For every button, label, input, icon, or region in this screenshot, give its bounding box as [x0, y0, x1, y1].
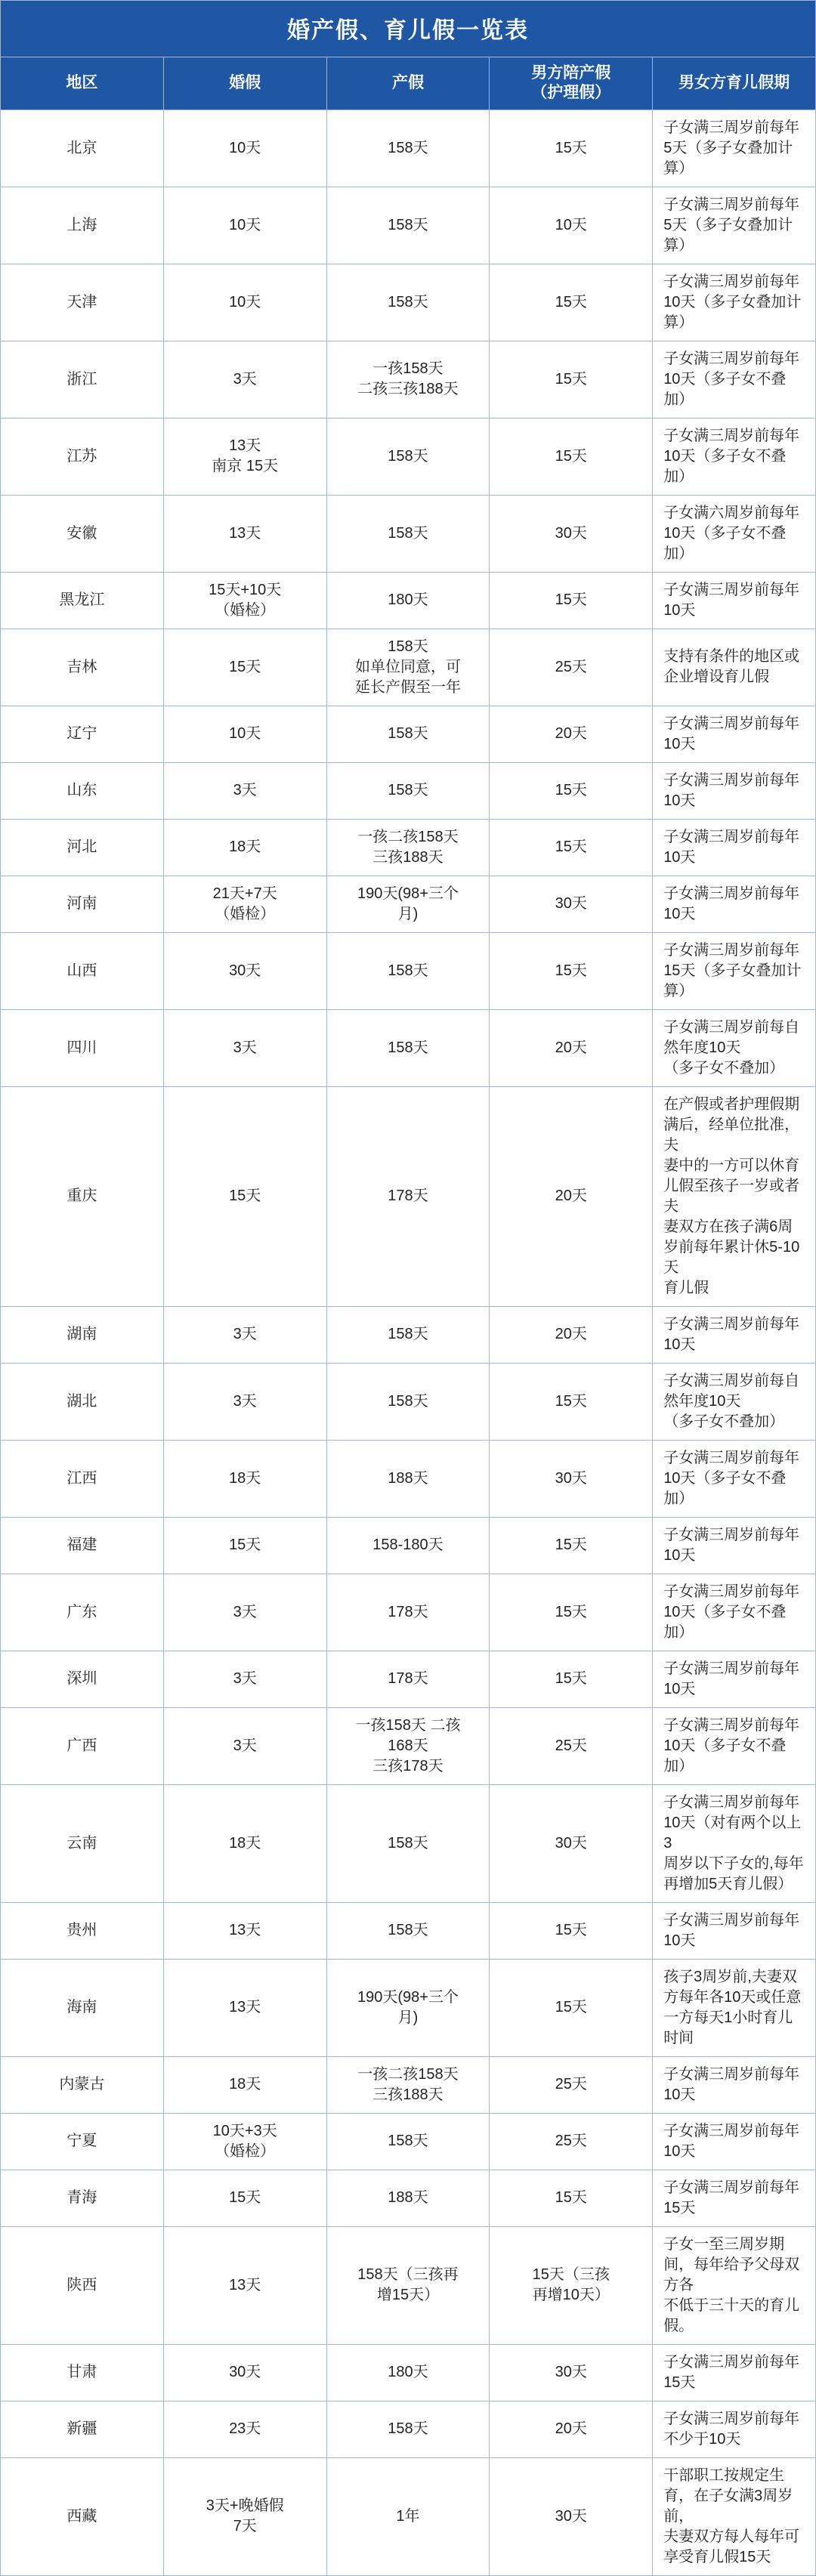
column-header-parenting-leave: 男女方育儿假期 [653, 57, 816, 110]
table-row [1, 1517, 816, 1574]
cell-maternity-leave [326, 1959, 490, 2056]
cell-region: 四川 [1, 1009, 164, 1086]
cell-lines [167, 580, 323, 621]
table-row [1, 1009, 816, 1086]
cell-region: 内蒙古 [1, 2056, 164, 2113]
cell-region: 浙江 [1, 341, 164, 418]
cell-line: （婚检） [215, 601, 276, 619]
cell-paternity-leave: 30天 [490, 1784, 653, 1902]
cell-line: 13天 [229, 437, 261, 454]
table-row [1, 495, 816, 572]
cell-lines [663, 1793, 808, 1895]
cell-marriage-leave: 15天 [163, 2170, 326, 2226]
cell-maternity-leave: 158天 [326, 932, 490, 1009]
cell-parenting-leave: 子女满三周岁前每年10天（多子女不叠加） [653, 418, 816, 495]
cell-line: （婚检） [215, 905, 276, 922]
cell-parenting-leave: 子女满三周岁前每年10天 [653, 762, 816, 819]
cell-parenting-leave: 子女满三周岁前每年10天 [653, 2113, 816, 2170]
cell-paternity-leave: 15天 [490, 819, 653, 876]
cell-paternity-leave: 20天 [490, 1306, 653, 1363]
cell-maternity-leave [326, 2226, 490, 2344]
cell-region: 湖北 [1, 1363, 164, 1440]
cell-lines [330, 827, 487, 868]
cell-line: 子女一至三周岁期间，每年给予父母双方各 [663, 2235, 800, 2293]
cell-marriage-leave: 18天 [163, 1440, 326, 1517]
cell-marriage-leave [163, 572, 326, 629]
cell-lines [663, 2466, 808, 2568]
cell-marriage-leave: 30天 [163, 2344, 326, 2401]
cell-lines [330, 2065, 487, 2105]
cell-region: 辽宁 [1, 706, 164, 762]
cell-lines [167, 2496, 323, 2537]
cell-paternity-leave: 20天 [490, 2401, 653, 2457]
cell-region: 上海 [1, 187, 164, 264]
column-header-paternity-line2: （护理假） [531, 84, 611, 102]
table-row [1, 418, 816, 495]
cell-line: 158天 [388, 638, 428, 655]
cell-region: 北京 [1, 110, 164, 187]
cell-region: 湖南 [1, 1306, 164, 1363]
cell-paternity-leave: 15天 [490, 1363, 653, 1440]
column-header-paternity-line1: 男方陪产假 [531, 64, 611, 82]
cell-maternity-leave [326, 2056, 490, 2113]
column-header-maternity-leave: 产假 [326, 57, 490, 110]
cell-region: 贵州 [1, 1902, 164, 1959]
cell-parenting-leave [653, 1086, 816, 1306]
cell-line: 育儿假 [663, 1279, 709, 1296]
cell-line: 再增10天） [532, 2287, 610, 2303]
cell-region: 河南 [1, 876, 164, 932]
cell-lines [330, 2265, 487, 2306]
cell-maternity-leave: 158天 [326, 418, 490, 495]
table-row [1, 1440, 816, 1517]
cell-region: 甘肃 [1, 2344, 164, 2401]
cell-maternity-leave: 188天 [326, 1440, 490, 1517]
cell-paternity-leave: 20天 [490, 1009, 653, 1086]
cell-maternity-leave: 188天 [326, 2170, 490, 2226]
cell-line: 孩子3周岁前,夫妻双方每年各10天或任意 [663, 1968, 802, 2006]
cell-line: 3天+晚婚假 [206, 2497, 284, 2514]
cell-line: 南京 15天 [212, 458, 279, 474]
cell-marriage-leave: 3天 [163, 1306, 326, 1363]
cell-maternity-leave: 158天 [326, 2113, 490, 2170]
cell-paternity-leave: 15天 [490, 110, 653, 187]
cell-line: 158天（三孩再 [357, 2266, 459, 2283]
cell-region: 新疆 [1, 2401, 164, 2457]
cell-lines [663, 1371, 808, 1432]
cell-maternity-leave: 1年 [326, 2457, 490, 2575]
cell-line: 如单位同意，可 [354, 658, 461, 675]
cell-parenting-leave: 子女满三周岁前每年10天 [653, 1306, 816, 1363]
cell-parenting-leave: 支持有条件的地区或企业增设育儿假 [653, 629, 816, 706]
table-row [1, 876, 816, 932]
cell-line: 妻中的一方可以休育儿假至孩子一岁或者夫 [663, 1157, 800, 1215]
table-row [1, 110, 816, 187]
cell-marriage-leave [163, 418, 326, 495]
cell-marriage-leave: 15天 [163, 629, 326, 706]
cell-maternity-leave: 158天 [326, 706, 490, 762]
cell-maternity-leave: 158天 [326, 264, 490, 341]
cell-maternity-leave: 158天 [326, 495, 490, 572]
cell-paternity-leave: 15天 [490, 264, 653, 341]
cell-parenting-leave: 子女满三周岁前每年5天（多子女叠加计算） [653, 110, 816, 187]
cell-marriage-leave: 3天 [163, 1363, 326, 1440]
cell-line: 一孩二孩158天 [357, 828, 459, 845]
column-header-region: 地区 [1, 57, 164, 110]
cell-line: 干部职工按规定生育，在子女满3周岁前， [663, 2466, 793, 2525]
cell-lines [167, 884, 323, 925]
cell-parenting-leave [653, 1959, 816, 2056]
cell-parenting-leave: 子女满三周岁前每年10天 [653, 706, 816, 762]
table-row [1, 706, 816, 762]
cell-marriage-leave: 3天 [163, 1707, 326, 1784]
cell-line: （多子女不叠加） [663, 1059, 785, 1076]
cell-marriage-leave: 15天 [163, 1517, 326, 1574]
cell-parenting-leave: 子女满三周岁前每年10天 [653, 1902, 816, 1959]
cell-line: 在产假或者护理假期满后，经单位批准，夫 [663, 1095, 800, 1154]
table-row [1, 264, 816, 341]
table-row [1, 2401, 816, 2457]
cell-line: （多子女不叠加） [663, 1413, 785, 1430]
cell-line: 二孩三孩188天 [357, 381, 459, 397]
cell-marriage-leave [163, 876, 326, 932]
cell-maternity-leave: 178天 [326, 1651, 490, 1707]
cell-line: 一孩158天 二孩 [355, 1716, 461, 1734]
cell-marriage-leave: 3天 [163, 762, 326, 819]
cell-parenting-leave [653, 1009, 816, 1086]
table-row [1, 762, 816, 819]
table-row [1, 2344, 816, 2401]
cell-maternity-leave: 180天 [326, 572, 490, 629]
cell-line: 子女满三周岁前每自然年度10天 [663, 1372, 800, 1410]
cell-line: 妻双方在孩子满6周岁前每年累计休5-10天 [663, 1218, 800, 1276]
table-row [1, 1651, 816, 1707]
cell-paternity-leave: 15天 [490, 572, 653, 629]
cell-parenting-leave: 子女满三周岁前每年15天 [653, 2170, 816, 2226]
cell-region: 吉林 [1, 629, 164, 706]
table-body [1, 110, 816, 2575]
cell-marriage-leave: 23天 [163, 2401, 326, 2457]
column-header-paternity-leave [490, 57, 653, 110]
cell-parenting-leave: 子女满三周岁前每年10天 [653, 819, 816, 876]
cell-maternity-leave [326, 1707, 490, 1784]
cell-paternity-leave: 25天 [490, 1707, 653, 1784]
cell-parenting-leave: 子女满三周岁前每年10天（多子女不叠加） [653, 1440, 816, 1517]
table-row [1, 187, 816, 264]
cell-maternity-leave: 158天 [326, 1784, 490, 1902]
cell-line: 三孩178天 [372, 1757, 444, 1774]
cell-parenting-leave [653, 2226, 816, 2344]
cell-parenting-leave [653, 1363, 816, 1440]
cell-parenting-leave: 子女满三周岁前每年10天 [653, 1517, 816, 1574]
cell-marriage-leave [163, 2457, 326, 2575]
cell-region: 山西 [1, 932, 164, 1009]
cell-paternity-leave: 20天 [490, 706, 653, 762]
cell-marriage-leave: 3天 [163, 1651, 326, 1707]
cell-marriage-leave [163, 2113, 326, 2170]
cell-parenting-leave: 子女满三周岁前每年不少于10天 [653, 2401, 816, 2457]
table-row [1, 2170, 816, 2226]
cell-line: 一孩二孩158天 [357, 2065, 459, 2083]
table-row [1, 1707, 816, 1784]
cell-marriage-leave: 13天 [163, 495, 326, 572]
cell-marriage-leave: 30天 [163, 932, 326, 1009]
cell-line: 子女满三周岁前每自然年度10天 [663, 1018, 800, 1056]
cell-parenting-leave: 子女满三周岁前每年10天（多子女不叠加） [653, 1574, 816, 1651]
cell-region: 河北 [1, 819, 164, 876]
cell-line: 增15天） [376, 2287, 440, 2303]
cell-marriage-leave: 3天 [163, 341, 326, 418]
cell-marriage-leave: 18天 [163, 2056, 326, 2113]
table-row [1, 572, 816, 629]
cell-marriage-leave: 13天 [163, 1959, 326, 2056]
cell-region: 江苏 [1, 418, 164, 495]
cell-paternity-leave: 15天 [490, 932, 653, 1009]
cell-line: 15天（三孩 [532, 2266, 610, 2283]
table-row [1, 819, 816, 876]
cell-lines [167, 2121, 323, 2162]
cell-region: 深圳 [1, 1651, 164, 1707]
cell-region: 云南 [1, 1784, 164, 1902]
cell-paternity-leave: 15天 [490, 1574, 653, 1651]
table-row [1, 932, 816, 1009]
cell-line: （婚检） [215, 2142, 276, 2160]
cell-line: 夫妻双方每人每年可享受育儿假15天 [663, 2528, 800, 2565]
cell-paternity-leave: 30天 [490, 495, 653, 572]
cell-maternity-leave: 158-180天 [326, 1517, 490, 1574]
cell-paternity-leave: 30天 [490, 2457, 653, 2575]
cell-paternity-leave [490, 2226, 653, 2344]
cell-paternity-leave: 15天 [490, 1902, 653, 1959]
cell-line: 三孩188天 [372, 848, 444, 866]
cell-paternity-leave: 15天 [490, 762, 653, 819]
cell-line: 周岁以下子女的,每年再增加5天育儿假） [663, 1855, 804, 1892]
cell-line: 月) [397, 2009, 419, 2026]
cell-paternity-leave: 15天 [490, 1651, 653, 1707]
cell-line: 190天(98+三个 [357, 1988, 459, 2006]
column-header-marriage-leave: 婚假 [163, 57, 326, 110]
table-row [1, 2113, 816, 2170]
cell-region: 广西 [1, 1707, 164, 1784]
cell-maternity-leave: 178天 [326, 1574, 490, 1651]
cell-line: 延长产假至一年 [354, 678, 461, 696]
cell-region: 山东 [1, 762, 164, 819]
cell-maternity-leave: 158天 [326, 2401, 490, 2457]
cell-parenting-leave: 子女满三周岁前每年10天 [653, 572, 816, 629]
cell-maternity-leave: 180天 [326, 2344, 490, 2401]
cell-parenting-leave: 子女满三周岁前每年15天（多子女叠加计算） [653, 932, 816, 1009]
cell-paternity-leave: 25天 [490, 629, 653, 706]
page-title: 婚产假、育儿假一览表 [1, 1, 816, 57]
cell-parenting-leave: 子女满三周岁前每年10天（多子女叠加计算） [653, 264, 816, 341]
cell-lines [330, 359, 487, 400]
cell-lines [167, 436, 323, 477]
table-row [1, 2056, 816, 2113]
table-header-row [1, 57, 816, 110]
cell-marriage-leave: 13天 [163, 2226, 326, 2344]
cell-marriage-leave: 3天 [163, 1009, 326, 1086]
cell-region: 陕西 [1, 2226, 164, 2344]
cell-marriage-leave: 18天 [163, 1784, 326, 1902]
cell-line: 不低于三十天的育儿假。 [663, 2296, 800, 2334]
cell-lines [330, 637, 487, 698]
cell-paternity-leave: 15天 [490, 1517, 653, 1574]
cell-line: 一孩158天 [372, 360, 444, 377]
cell-region: 青海 [1, 2170, 164, 2226]
cell-lines [663, 2235, 808, 2337]
cell-maternity-leave: 158天 [326, 1902, 490, 1959]
cell-parenting-leave: 子女满三周岁前每年10天 [653, 2056, 816, 2113]
table-head [1, 1, 816, 110]
cell-parenting-leave: 子女满三周岁前每年10天（多子女不叠加） [653, 341, 816, 418]
table-row [1, 1306, 816, 1363]
cell-lines [330, 884, 487, 925]
cell-paternity-leave: 15天 [490, 2170, 653, 2226]
cell-marriage-leave: 10天 [163, 706, 326, 762]
cell-maternity-leave: 158天 [326, 1009, 490, 1086]
cell-line: 168天 [388, 1737, 428, 1754]
cell-line: 190天(98+三个 [357, 885, 459, 902]
cell-parenting-leave: 子女满三周岁前每年10天 [653, 1651, 816, 1707]
cell-parenting-leave: 子女满六周岁前每年10天（多子女不叠加） [653, 495, 816, 572]
cell-marriage-leave: 15天 [163, 1086, 326, 1306]
cell-marriage-leave: 10天 [163, 110, 326, 187]
cell-maternity-leave: 158天 [326, 1363, 490, 1440]
cell-line: 21天+7天 [212, 885, 277, 902]
cell-line: 7天 [233, 2518, 257, 2534]
cell-paternity-leave: 10天 [490, 187, 653, 264]
cell-paternity-leave: 30天 [490, 2344, 653, 2401]
cell-paternity-leave: 30天 [490, 876, 653, 932]
table-row [1, 1363, 816, 1440]
cell-lines [663, 1095, 808, 1299]
cell-parenting-leave [653, 2457, 816, 2575]
cell-paternity-leave: 15天 [490, 1959, 653, 2056]
table-row [1, 2226, 816, 2344]
cell-maternity-leave [326, 341, 490, 418]
cell-region: 广东 [1, 1574, 164, 1651]
table-title-row [1, 1, 816, 57]
cell-parenting-leave: 子女满三周岁前每年15天 [653, 2344, 816, 2401]
cell-maternity-leave: 158天 [326, 187, 490, 264]
cell-paternity-leave: 25天 [490, 2056, 653, 2113]
cell-region: 福建 [1, 1517, 164, 1574]
cell-parenting-leave: 子女满三周岁前每年10天（多子女不叠加） [653, 1707, 816, 1784]
cell-parenting-leave [653, 1784, 816, 1902]
cell-line: 一方每天1小时育儿时间 [663, 2009, 793, 2046]
cell-parenting-leave: 子女满三周岁前每年10天 [653, 876, 816, 932]
cell-marriage-leave: 3天 [163, 1574, 326, 1651]
cell-paternity-leave: 15天 [490, 418, 653, 495]
cell-maternity-leave: 158天 [326, 762, 490, 819]
table-row [1, 1784, 816, 1902]
cell-line: 10天+3天 [212, 2122, 277, 2139]
cell-region: 天津 [1, 264, 164, 341]
table-row [1, 1574, 816, 1651]
cell-parenting-leave: 子女满三周岁前每年5天（多子女叠加计算） [653, 187, 816, 264]
cell-paternity-leave: 30天 [490, 1440, 653, 1517]
cell-maternity-leave: 158天 [326, 1306, 490, 1363]
cell-line: 子女满三周岁前每年10天（对有两个以上3 [663, 1793, 802, 1852]
cell-region: 江西 [1, 1440, 164, 1517]
cell-region: 西藏 [1, 2457, 164, 2575]
cell-region: 安徽 [1, 495, 164, 572]
cell-region: 宁夏 [1, 2113, 164, 2170]
cell-maternity-leave [326, 629, 490, 706]
cell-lines [663, 1967, 808, 2049]
cell-maternity-leave [326, 819, 490, 876]
cell-region: 海南 [1, 1959, 164, 2056]
cell-paternity-leave: 20天 [490, 1086, 653, 1306]
cell-lines [493, 2265, 649, 2306]
cell-line: 月) [397, 905, 419, 922]
cell-line: 三孩188天 [372, 2086, 444, 2103]
cell-region: 黑龙江 [1, 572, 164, 629]
table-row [1, 629, 816, 706]
cell-line: 15天+10天 [209, 581, 282, 598]
cell-maternity-leave: 178天 [326, 1086, 490, 1306]
cell-maternity-leave: 158天 [326, 110, 490, 187]
cell-marriage-leave: 10天 [163, 264, 326, 341]
cell-paternity-leave: 15天 [490, 341, 653, 418]
cell-paternity-leave: 25天 [490, 2113, 653, 2170]
cell-marriage-leave: 10天 [163, 187, 326, 264]
cell-marriage-leave: 18天 [163, 819, 326, 876]
cell-marriage-leave: 13天 [163, 1902, 326, 1959]
table-row [1, 341, 816, 418]
table-row [1, 1959, 816, 2056]
table-row [1, 1086, 816, 1306]
cell-lines [330, 1716, 487, 1777]
cell-lines [330, 1988, 487, 2028]
cell-maternity-leave [326, 876, 490, 932]
cell-region: 重庆 [1, 1086, 164, 1306]
table-row [1, 2457, 816, 2575]
cell-lines [663, 1018, 808, 1079]
table-row [1, 1902, 816, 1959]
